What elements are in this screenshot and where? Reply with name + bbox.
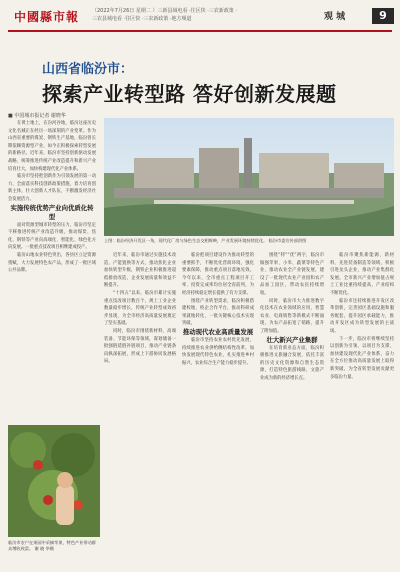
article-column-3: 临汾把项目建设作为推动转型的重要抓手，不断优化营商环境，强化要素保障，推动重点项目落地见效。今年以来，全市重点工程项目开工率、投资完成率均位居全省前列，为经济持续稳定增长提供了有力支撑。 围绕产业转型需求，临汾积极搭建校地、校企合作平台，推动科研成果就地转化，一批关键核心技术实现突破。 推动现代农业高质量发展 临汾市坚持农业农村优先发展，持续推进农业供给侧结构性改革，加快发展现代特色农业，扎实推进乡村振兴，农业综合生产能力稳步提升。 [182,253,254,366]
article-column-1: 在黄土地上，在汾河谷地，临汾这座历史文化名城正在经历一场深刻的产业变革。作为山西省重要的煤炭、钢铁生产基地，临汾曾长期依赖资源型产业，如今正积极探索转型发展的新路径。近年来，临汾市坚持创新驱动发展战略，统筹推进传统产业改造提升和新兴产业培育壮大，加快构建现代化产业体系。 临汾市坚持把创新作为引领发展的第一动力，全面落实科技创新政策措施，着力培育创新主体，壮大创新人才队伍，不断激发经济社会发展活力。 实施传统优势产业向优质化转型 面对资源型城市转型的压力，临汾市坚定不移推进传统产业改造升级，推动煤炭、焦化、钢铁等产业向高端化、智能化、绿色化方向发展。一批重点技改项目相继建成投产。 临汾山地农业特色突出，各县区立足资源禀赋，大力发展特色农产品，形成了一批区域公共品牌。 [8,121,96,274]
section-heading: 壮大新兴产业集群 [266,335,318,344]
page-number: 9 [372,8,394,24]
newspaper-logo: 中國縣市報 [14,10,80,24]
orchard-photo [8,425,100,537]
subline: 三农县城电看 ·往区快 ·三农新政策 ·地方频道 [92,16,192,22]
section-name: 观 城 [324,12,346,22]
article-column-4: 围绕“特”“优”两字，临汾市做强苹果、小米、蔬菜等特色产业，推动农业全产业链发展，建设了一批现代农业产业园和农产品加工园区，带动农民持续增收。 同时，临汾市大力推进数字化技术在农业领域的应用，智慧农业、电商销售等新模式不断涌现，为农产品拓宽了销路，提升了附加值。 壮大新兴产业集群 在培育新业态方面，临汾积极推进文旅融合发展，依托丰富的历史文化资源和自然生态资源，打造特色旅游线路，文旅产业成为新的经济增长点。 [260,253,324,381]
industrial-park-photo [104,118,394,236]
dateline: （2022年7月26日 星期二 ）三新县域电看 ·往区快 ·三农新政策 · [92,8,237,14]
article-kicker: 山西省临汾市： [42,62,134,77]
section-heading: 推动现代农业高质量发展 [182,327,254,336]
masthead-rule [8,30,392,32]
section-heading: 实施传统优势产业向优质化转型 [10,203,94,221]
article-column-2: 近年来，临汾市通过实施技术改造、产能置换等方式，推动焦化企业加快转型升级，钢铁企业积极推进超低排放改造，企业发展质量和效益不断提升。 “十四五”以来，临汾市累计实施重点技改项目数百个，规上工业企业数量稳步增长，传统产业转型成效初步显现，为全市经济高质量发展奠定了坚实基础。 同时，临汾市围绕新材料、高端装备、节能环保等领域，谋划储备一批强链延链补链项目，推动产业链条向纵深拓展，形成上下游协同发展格局。 [104,253,176,365]
article-column-5: 临汾市聚焦新能源、新材料、先进装备制造等领域，积极引进龙头企业，推动产业集群化发展。全市新兴产业增加值占规上工业比重持续提高，产业结构不断优化。 临汾市还持续推进开发区改革创新，完善园区基础设施和服务配套，提升园区承载能力，推动开发区成为转型发展的主战场。 下一步，临汾市将继续坚持以创新为引领，以项目为支撑，加快建设现代化产业体系，奋力在全方位推动高质量发展上取得新突破，为全省转型发展贡献更多临汾力量。 [330,253,394,380]
orchard-caption: 临汾市农户在果园中采摘苹果，特色产业带动群众增收致富。 谢 晓 华摄 [8,540,96,551]
article-headline: 探索产业转型路 答好创新发展题 [42,82,337,106]
photo-caption: 上图：临汾经济开发区一角，现代化厂房与绿色生态交相辉映，产业发展环境持续优化。 临汾市委宣传部供图 [104,238,307,243]
article-byline: ■ 中国城市报记者 谢晓华 [8,113,66,119]
masthead [4,4,396,30]
